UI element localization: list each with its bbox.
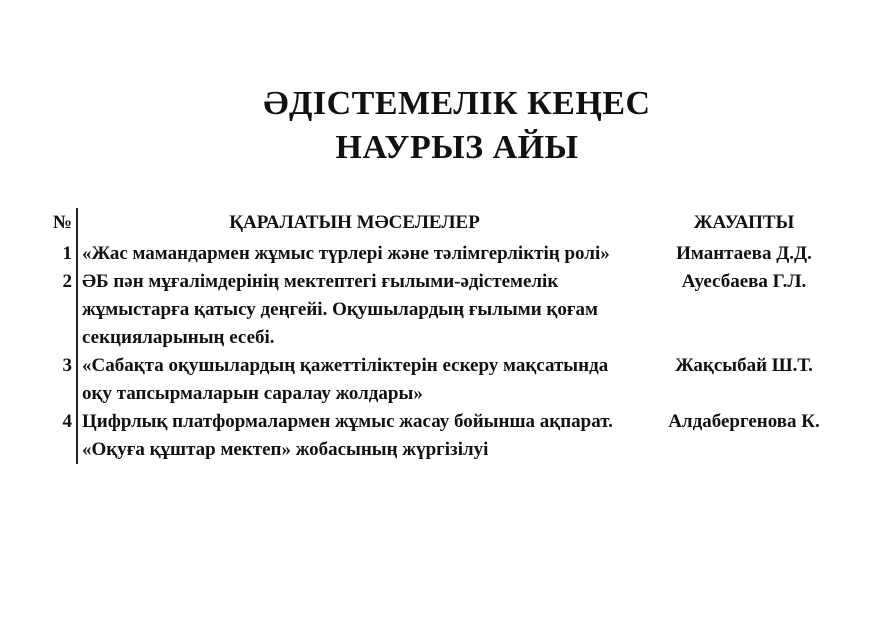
row-topic: Цифрлық платформалармен жұмыс жасау бойынша ақпарат. «Оқуға құштар мектеп» жобасының жүргізілуі bbox=[82, 411, 613, 460]
title-line-1: ӘДІСТЕМЕЛІК КЕҢЕС bbox=[263, 85, 651, 122]
table-row bbox=[42, 408, 861, 464]
page-title bbox=[0, 82, 889, 170]
row-responsible: Ауесбаева Г.Л. bbox=[681, 271, 807, 292]
agenda-table bbox=[42, 208, 862, 464]
header-number: № bbox=[42, 208, 77, 240]
header-responsible: ЖАУАПТЫ bbox=[693, 212, 795, 233]
row-responsible: Жақсыбай Ш.Т. bbox=[675, 355, 813, 376]
table-row bbox=[42, 240, 861, 268]
row-topic: «Жас мамандармен жұмыс түрлері және тәлімгерліктің ролі» bbox=[82, 243, 610, 264]
row-topic: ӘБ пән мұғалімдерінің мектептегі ғылыми-әдістемелік жұмыстарға қатысу деңгейі. Оқушылардың ғылыми қоғам секцияларының есебі. bbox=[82, 271, 598, 348]
table-row bbox=[42, 352, 861, 408]
table-header-row bbox=[42, 208, 861, 240]
row-number: 3 bbox=[42, 352, 77, 408]
table-row bbox=[42, 268, 861, 352]
row-responsible: Алдабергенова К. bbox=[668, 411, 820, 432]
row-responsible: Имантаева Д.Д. bbox=[676, 243, 812, 264]
row-number: 4 bbox=[42, 408, 77, 464]
row-number: 1 bbox=[42, 240, 77, 268]
row-number: 2 bbox=[42, 268, 77, 352]
row-topic: «Сабақта оқушылардың қажеттіліктерін ескеру мақсатында оқу тапсырмаларын саралау жолдары» bbox=[82, 355, 609, 404]
header-topic: ҚАРАЛАТЫН МӘСЕЛЕЛЕР bbox=[229, 212, 480, 233]
title-line-2: НАУРЫЗ АЙЫ bbox=[335, 129, 579, 166]
